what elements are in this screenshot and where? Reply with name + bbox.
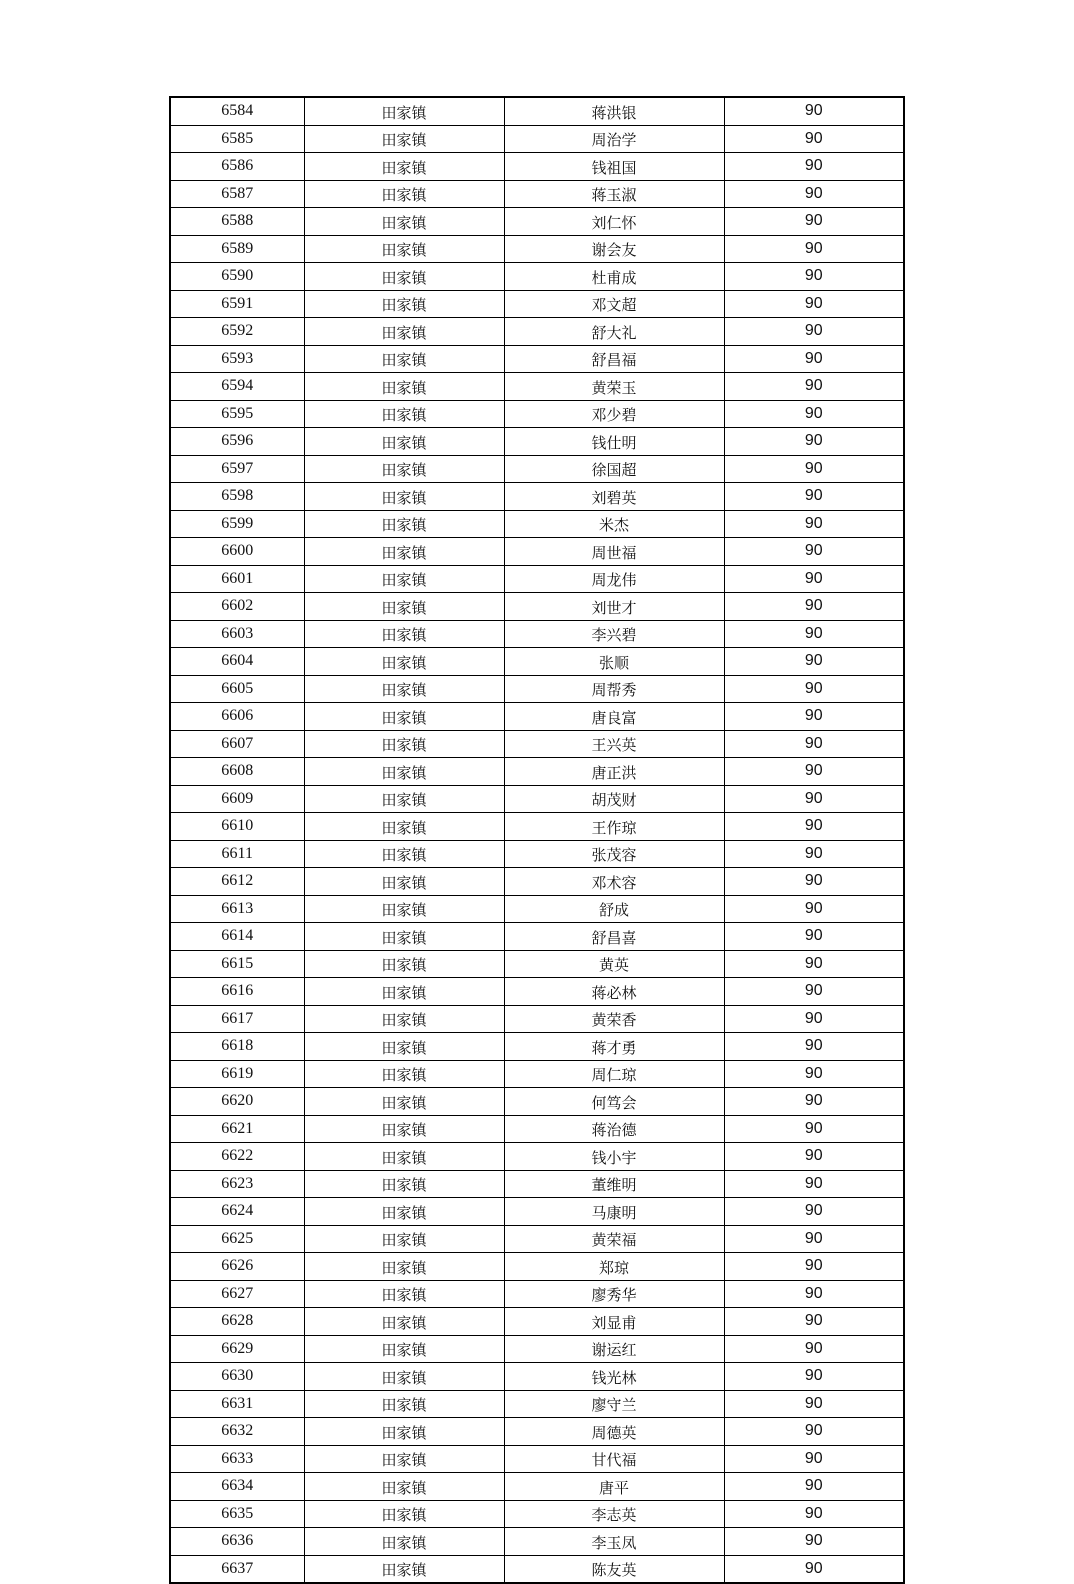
table-row xyxy=(170,1198,904,1226)
cell-id: 6632 xyxy=(170,1418,304,1446)
table-row xyxy=(170,840,904,868)
cell-name: 李志英 xyxy=(504,1500,724,1528)
cell-amount: 90 xyxy=(724,510,904,538)
cell-amount: 90 xyxy=(724,758,904,786)
table-body xyxy=(170,97,904,1583)
table-row xyxy=(170,1115,904,1143)
table-row xyxy=(170,978,904,1006)
cell-town: 田家镇 xyxy=(304,978,504,1006)
table-row xyxy=(170,263,904,291)
cell-name: 蒋玉淑 xyxy=(504,180,724,208)
cell-name: 舒成 xyxy=(504,895,724,923)
cell-amount: 90 xyxy=(724,1170,904,1198)
cell-town: 田家镇 xyxy=(304,180,504,208)
cell-id: 6625 xyxy=(170,1225,304,1253)
cell-town: 田家镇 xyxy=(304,455,504,483)
cell-id: 6630 xyxy=(170,1363,304,1391)
table-row xyxy=(170,125,904,153)
cell-amount: 90 xyxy=(724,400,904,428)
cell-name: 王兴英 xyxy=(504,730,724,758)
table-row xyxy=(170,1005,904,1033)
cell-town: 田家镇 xyxy=(304,1253,504,1281)
cell-amount: 90 xyxy=(724,1225,904,1253)
table-row xyxy=(170,235,904,263)
cell-town: 田家镇 xyxy=(304,483,504,511)
cell-amount: 90 xyxy=(724,1005,904,1033)
cell-id: 6597 xyxy=(170,455,304,483)
table-row xyxy=(170,620,904,648)
cell-town: 田家镇 xyxy=(304,1528,504,1556)
cell-amount: 90 xyxy=(724,235,904,263)
cell-name: 张茂容 xyxy=(504,840,724,868)
cell-amount: 90 xyxy=(724,1060,904,1088)
table-row xyxy=(170,758,904,786)
cell-name: 董维明 xyxy=(504,1170,724,1198)
table-row xyxy=(170,1280,904,1308)
cell-town: 田家镇 xyxy=(304,1445,504,1473)
cell-name: 甘代福 xyxy=(504,1445,724,1473)
cell-id: 6621 xyxy=(170,1115,304,1143)
cell-id: 6608 xyxy=(170,758,304,786)
cell-id: 6636 xyxy=(170,1528,304,1556)
table-row xyxy=(170,895,904,923)
table-row xyxy=(170,1418,904,1446)
cell-name: 陈友英 xyxy=(504,1555,724,1583)
table-row xyxy=(170,923,904,951)
cell-amount: 90 xyxy=(724,153,904,181)
cell-name: 谢会友 xyxy=(504,235,724,263)
cell-id: 6593 xyxy=(170,345,304,373)
cell-id: 6611 xyxy=(170,840,304,868)
cell-town: 田家镇 xyxy=(304,1280,504,1308)
cell-name: 周世福 xyxy=(504,538,724,566)
cell-amount: 90 xyxy=(724,1500,904,1528)
cell-id: 6622 xyxy=(170,1143,304,1171)
cell-name: 唐平 xyxy=(504,1473,724,1501)
cell-name: 唐良富 xyxy=(504,703,724,731)
cell-amount: 90 xyxy=(724,290,904,318)
cell-name: 米杰 xyxy=(504,510,724,538)
cell-id: 6612 xyxy=(170,868,304,896)
cell-id: 6606 xyxy=(170,703,304,731)
cell-id: 6599 xyxy=(170,510,304,538)
cell-name: 舒昌福 xyxy=(504,345,724,373)
cell-town: 田家镇 xyxy=(304,153,504,181)
cell-id: 6598 xyxy=(170,483,304,511)
cell-amount: 90 xyxy=(724,180,904,208)
cell-name: 廖守兰 xyxy=(504,1390,724,1418)
cell-name: 谢运红 xyxy=(504,1335,724,1363)
cell-name: 邓文超 xyxy=(504,290,724,318)
cell-amount: 90 xyxy=(724,263,904,291)
cell-amount: 90 xyxy=(724,1115,904,1143)
cell-amount: 90 xyxy=(724,703,904,731)
cell-name: 唐正洪 xyxy=(504,758,724,786)
cell-town: 田家镇 xyxy=(304,1390,504,1418)
cell-name: 李兴碧 xyxy=(504,620,724,648)
cell-name: 蒋洪银 xyxy=(504,97,724,125)
cell-id: 6634 xyxy=(170,1473,304,1501)
cell-town: 田家镇 xyxy=(304,868,504,896)
cell-name: 马康明 xyxy=(504,1198,724,1226)
cell-amount: 90 xyxy=(724,1143,904,1171)
cell-id: 6607 xyxy=(170,730,304,758)
cell-id: 6590 xyxy=(170,263,304,291)
table-row xyxy=(170,785,904,813)
table-row xyxy=(170,1253,904,1281)
cell-amount: 90 xyxy=(724,125,904,153)
cell-name: 周治学 xyxy=(504,125,724,153)
table-row xyxy=(170,483,904,511)
cell-name: 蒋治德 xyxy=(504,1115,724,1143)
cell-id: 6620 xyxy=(170,1088,304,1116)
cell-amount: 90 xyxy=(724,1253,904,1281)
cell-id: 6585 xyxy=(170,125,304,153)
table-row xyxy=(170,153,904,181)
cell-name: 周德英 xyxy=(504,1418,724,1446)
cell-amount: 90 xyxy=(724,97,904,125)
cell-name: 刘仁怀 xyxy=(504,208,724,236)
cell-amount: 90 xyxy=(724,593,904,621)
table-row xyxy=(170,730,904,758)
cell-amount: 90 xyxy=(724,538,904,566)
table-row xyxy=(170,455,904,483)
cell-town: 田家镇 xyxy=(304,840,504,868)
table-row xyxy=(170,648,904,676)
cell-id: 6584 xyxy=(170,97,304,125)
cell-name: 郑琼 xyxy=(504,1253,724,1281)
cell-name: 黄英 xyxy=(504,950,724,978)
cell-amount: 90 xyxy=(724,923,904,951)
cell-name: 廖秀华 xyxy=(504,1280,724,1308)
cell-town: 田家镇 xyxy=(304,428,504,456)
cell-id: 6596 xyxy=(170,428,304,456)
cell-name: 钱光林 xyxy=(504,1363,724,1391)
table-row xyxy=(170,345,904,373)
table-row xyxy=(170,1170,904,1198)
cell-name: 李玉凤 xyxy=(504,1528,724,1556)
cell-amount: 90 xyxy=(724,813,904,841)
cell-id: 6637 xyxy=(170,1555,304,1583)
cell-town: 田家镇 xyxy=(304,538,504,566)
cell-town: 田家镇 xyxy=(304,758,504,786)
cell-id: 6609 xyxy=(170,785,304,813)
cell-id: 6635 xyxy=(170,1500,304,1528)
cell-id: 6589 xyxy=(170,235,304,263)
cell-amount: 90 xyxy=(724,318,904,346)
table-row xyxy=(170,400,904,428)
table-row xyxy=(170,868,904,896)
cell-town: 田家镇 xyxy=(304,345,504,373)
table-row xyxy=(170,1143,904,1171)
cell-town: 田家镇 xyxy=(304,895,504,923)
cell-amount: 90 xyxy=(724,1335,904,1363)
cell-name: 钱仕明 xyxy=(504,428,724,456)
cell-amount: 90 xyxy=(724,373,904,401)
cell-id: 6626 xyxy=(170,1253,304,1281)
cell-name: 钱祖国 xyxy=(504,153,724,181)
cell-town: 田家镇 xyxy=(304,1005,504,1033)
cell-id: 6601 xyxy=(170,565,304,593)
cell-town: 田家镇 xyxy=(304,1473,504,1501)
cell-town: 田家镇 xyxy=(304,730,504,758)
table-row xyxy=(170,813,904,841)
cell-town: 田家镇 xyxy=(304,950,504,978)
cell-id: 6613 xyxy=(170,895,304,923)
cell-town: 田家镇 xyxy=(304,400,504,428)
cell-town: 田家镇 xyxy=(304,373,504,401)
cell-town: 田家镇 xyxy=(304,648,504,676)
cell-amount: 90 xyxy=(724,1088,904,1116)
cell-town: 田家镇 xyxy=(304,593,504,621)
table-row xyxy=(170,1555,904,1583)
cell-id: 6615 xyxy=(170,950,304,978)
cell-name: 蒋必林 xyxy=(504,978,724,1006)
cell-id: 6633 xyxy=(170,1445,304,1473)
cell-amount: 90 xyxy=(724,428,904,456)
cell-town: 田家镇 xyxy=(304,1198,504,1226)
cell-name: 杜甫成 xyxy=(504,263,724,291)
table-row xyxy=(170,593,904,621)
cell-name: 黄荣玉 xyxy=(504,373,724,401)
cell-id: 6592 xyxy=(170,318,304,346)
cell-name: 刘碧英 xyxy=(504,483,724,511)
cell-name: 周帮秀 xyxy=(504,675,724,703)
cell-name: 何笃会 xyxy=(504,1088,724,1116)
cell-town: 田家镇 xyxy=(304,125,504,153)
cell-town: 田家镇 xyxy=(304,318,504,346)
cell-town: 田家镇 xyxy=(304,675,504,703)
cell-id: 6594 xyxy=(170,373,304,401)
cell-id: 6603 xyxy=(170,620,304,648)
table-row xyxy=(170,675,904,703)
cell-town: 田家镇 xyxy=(304,263,504,291)
table-row xyxy=(170,1363,904,1391)
cell-amount: 90 xyxy=(724,675,904,703)
cell-name: 王作琼 xyxy=(504,813,724,841)
cell-town: 田家镇 xyxy=(304,703,504,731)
cell-name: 邓术容 xyxy=(504,868,724,896)
cell-amount: 90 xyxy=(724,840,904,868)
cell-amount: 90 xyxy=(724,345,904,373)
cell-amount: 90 xyxy=(724,1390,904,1418)
cell-name: 蒋才勇 xyxy=(504,1033,724,1061)
cell-amount: 90 xyxy=(724,648,904,676)
table-row xyxy=(170,1390,904,1418)
table-row xyxy=(170,1225,904,1253)
cell-name: 舒昌喜 xyxy=(504,923,724,951)
cell-amount: 90 xyxy=(724,1363,904,1391)
cell-town: 田家镇 xyxy=(304,923,504,951)
table-row xyxy=(170,1308,904,1336)
cell-town: 田家镇 xyxy=(304,97,504,125)
cell-town: 田家镇 xyxy=(304,235,504,263)
cell-name: 舒大礼 xyxy=(504,318,724,346)
table-row xyxy=(170,1473,904,1501)
cell-town: 田家镇 xyxy=(304,620,504,648)
cell-id: 6629 xyxy=(170,1335,304,1363)
cell-name: 刘世才 xyxy=(504,593,724,621)
cell-id: 6586 xyxy=(170,153,304,181)
cell-amount: 90 xyxy=(724,565,904,593)
cell-name: 钱小宇 xyxy=(504,1143,724,1171)
table-row xyxy=(170,318,904,346)
cell-id: 6618 xyxy=(170,1033,304,1061)
cell-id: 6587 xyxy=(170,180,304,208)
cell-id: 6627 xyxy=(170,1280,304,1308)
cell-name: 周龙伟 xyxy=(504,565,724,593)
cell-town: 田家镇 xyxy=(304,1335,504,1363)
table-row xyxy=(170,1033,904,1061)
cell-name: 胡茂财 xyxy=(504,785,724,813)
cell-amount: 90 xyxy=(724,483,904,511)
cell-amount: 90 xyxy=(724,455,904,483)
cell-amount: 90 xyxy=(724,1033,904,1061)
cell-town: 田家镇 xyxy=(304,1033,504,1061)
table-row xyxy=(170,1445,904,1473)
cell-amount: 90 xyxy=(724,1280,904,1308)
cell-name: 周仁琼 xyxy=(504,1060,724,1088)
cell-town: 田家镇 xyxy=(304,1225,504,1253)
cell-town: 田家镇 xyxy=(304,1363,504,1391)
cell-town: 田家镇 xyxy=(304,1418,504,1446)
cell-amount: 90 xyxy=(724,1198,904,1226)
cell-id: 6619 xyxy=(170,1060,304,1088)
cell-town: 田家镇 xyxy=(304,565,504,593)
cell-id: 6624 xyxy=(170,1198,304,1226)
table-row xyxy=(170,565,904,593)
cell-town: 田家镇 xyxy=(304,290,504,318)
data-table xyxy=(169,96,905,1584)
table-row xyxy=(170,538,904,566)
cell-amount: 90 xyxy=(724,620,904,648)
cell-name: 黄荣福 xyxy=(504,1225,724,1253)
cell-town: 田家镇 xyxy=(304,510,504,538)
table-row xyxy=(170,97,904,125)
table-row xyxy=(170,1060,904,1088)
table-row xyxy=(170,1088,904,1116)
cell-id: 6605 xyxy=(170,675,304,703)
cell-amount: 90 xyxy=(724,1445,904,1473)
cell-id: 6610 xyxy=(170,813,304,841)
cell-town: 田家镇 xyxy=(304,1170,504,1198)
cell-id: 6595 xyxy=(170,400,304,428)
cell-name: 刘显甫 xyxy=(504,1308,724,1336)
cell-amount: 90 xyxy=(724,1555,904,1583)
cell-amount: 90 xyxy=(724,978,904,1006)
cell-amount: 90 xyxy=(724,1528,904,1556)
cell-id: 6614 xyxy=(170,923,304,951)
cell-town: 田家镇 xyxy=(304,1115,504,1143)
cell-name: 黄荣香 xyxy=(504,1005,724,1033)
cell-id: 6604 xyxy=(170,648,304,676)
cell-town: 田家镇 xyxy=(304,1143,504,1171)
table-row xyxy=(170,1528,904,1556)
table-row xyxy=(170,373,904,401)
cell-amount: 90 xyxy=(724,868,904,896)
cell-amount: 90 xyxy=(724,1418,904,1446)
cell-id: 6600 xyxy=(170,538,304,566)
cell-name: 徐国超 xyxy=(504,455,724,483)
table-row xyxy=(170,290,904,318)
cell-town: 田家镇 xyxy=(304,1500,504,1528)
cell-amount: 90 xyxy=(724,785,904,813)
cell-town: 田家镇 xyxy=(304,813,504,841)
cell-id: 6616 xyxy=(170,978,304,1006)
table-row xyxy=(170,950,904,978)
table-row xyxy=(170,428,904,456)
cell-town: 田家镇 xyxy=(304,208,504,236)
table-row xyxy=(170,180,904,208)
cell-town: 田家镇 xyxy=(304,1555,504,1583)
cell-town: 田家镇 xyxy=(304,785,504,813)
table-row xyxy=(170,1335,904,1363)
cell-id: 6591 xyxy=(170,290,304,318)
cell-amount: 90 xyxy=(724,1473,904,1501)
cell-amount: 90 xyxy=(724,895,904,923)
table-row xyxy=(170,703,904,731)
cell-town: 田家镇 xyxy=(304,1088,504,1116)
cell-id: 6617 xyxy=(170,1005,304,1033)
cell-id: 6628 xyxy=(170,1308,304,1336)
cell-town: 田家镇 xyxy=(304,1060,504,1088)
table-row xyxy=(170,510,904,538)
table-row xyxy=(170,208,904,236)
cell-amount: 90 xyxy=(724,208,904,236)
cell-town: 田家镇 xyxy=(304,1308,504,1336)
cell-amount: 90 xyxy=(724,730,904,758)
table-row xyxy=(170,1500,904,1528)
cell-name: 邓少碧 xyxy=(504,400,724,428)
cell-id: 6631 xyxy=(170,1390,304,1418)
cell-id: 6623 xyxy=(170,1170,304,1198)
cell-amount: 90 xyxy=(724,950,904,978)
cell-id: 6602 xyxy=(170,593,304,621)
cell-id: 6588 xyxy=(170,208,304,236)
cell-name: 张顺 xyxy=(504,648,724,676)
cell-amount: 90 xyxy=(724,1308,904,1336)
